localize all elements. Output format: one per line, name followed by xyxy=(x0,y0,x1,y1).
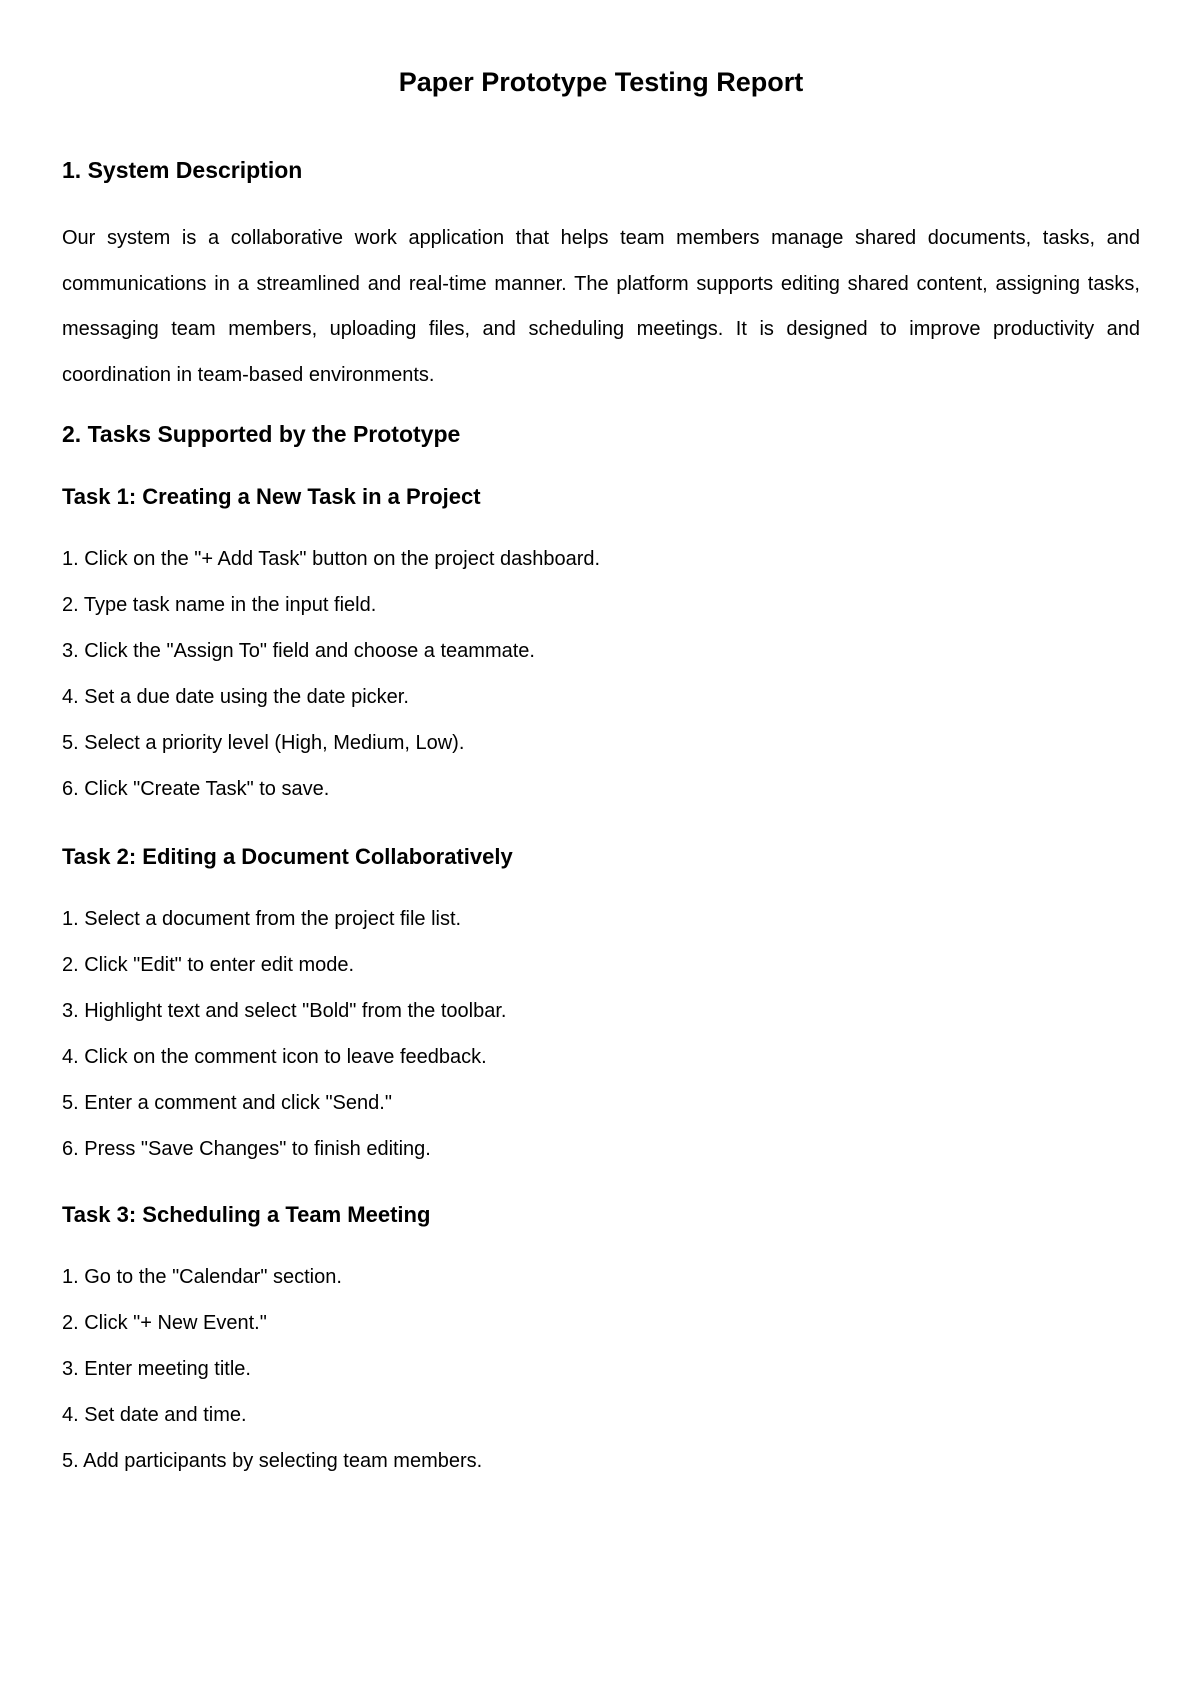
task-3-steps xyxy=(62,1254,482,1484)
task-step: 3. Enter meeting title. xyxy=(62,1358,251,1380)
section-heading-tasks: 2. Tasks Supported by the Prototype xyxy=(62,421,461,447)
task-1-steps xyxy=(62,536,600,812)
task-step: 2. Click "+ New Event." xyxy=(62,1312,267,1334)
task-step: 1. Go to the "Calendar" section. xyxy=(62,1266,342,1288)
task-step: 5. Add participants by selecting team members. xyxy=(62,1450,483,1472)
task-step: 3. Click the "Assign To" field and choose a teammate. xyxy=(62,640,535,662)
task-2-steps xyxy=(62,896,506,1172)
task-step: 1. Click on the "+ Add Task" button on the project dashboard. xyxy=(62,548,601,570)
section-heading-system-description: 1. System Description xyxy=(62,157,303,183)
task-step: 2. Type task name in the input field. xyxy=(62,594,377,616)
task-1-heading: Task 1: Creating a New Task in a Project xyxy=(62,484,481,509)
task-step: 5. Enter a comment and click "Send." xyxy=(62,1092,392,1114)
task-step: 4. Set date and time. xyxy=(62,1404,247,1426)
task-step: 3. Highlight text and select "Bold" from the toolbar. xyxy=(62,1000,507,1022)
task-step: 2. Click "Edit" to enter edit mode. xyxy=(62,954,355,976)
task-step: 6. Click "Create Task" to save. xyxy=(62,778,330,800)
task-step: 6. Press "Save Changes" to finish editing. xyxy=(62,1138,431,1160)
task-3-heading: Task 3: Scheduling a Team Meeting xyxy=(62,1202,431,1227)
task-step: 4. Set a due date using the date picker. xyxy=(62,686,409,708)
system-description-paragraph: Our system is a collaborative work application that helps team members manage shared documents, tasks, and communications in a streamlined and real-time manner. The platform supports editing shared content, assigning tasks, messaging team members, uploading files, and scheduling meetings. It is designed to improve productivity and coordination in team-based environments. xyxy=(62,227,1140,386)
task-step: 4. Click on the comment icon to leave feedback. xyxy=(62,1046,487,1068)
task-2-heading: Task 2: Editing a Document Collaboratively xyxy=(62,844,513,869)
task-step: 5. Select a priority level (High, Medium, Low). xyxy=(62,732,465,754)
task-step: 1. Select a document from the project file list. xyxy=(62,908,462,930)
page-title: Paper Prototype Testing Report xyxy=(398,67,804,97)
